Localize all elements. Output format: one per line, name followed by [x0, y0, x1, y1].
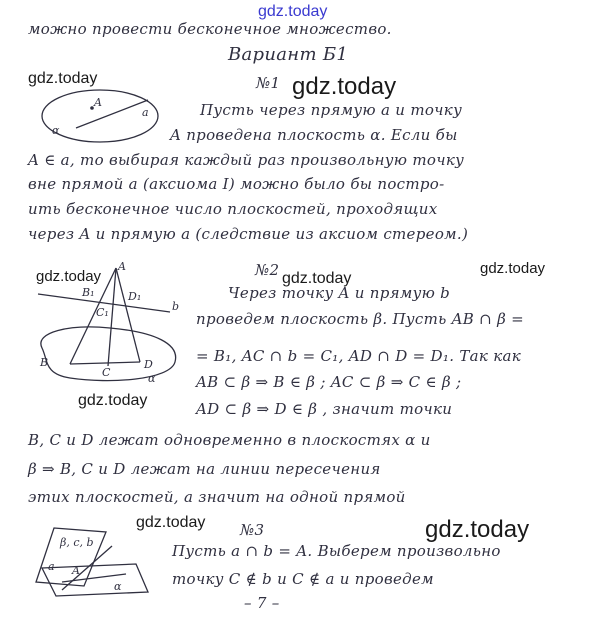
figure-2-triangle-planes [30, 262, 190, 392]
fig2-label-alpha: α [148, 372, 156, 385]
fig2-label-D: D [144, 358, 153, 371]
fig2-label-C: C [102, 366, 111, 379]
text-line: ить бесконечное число плоскостей, проходящих [28, 200, 438, 218]
fig1-label-a: a [142, 106, 149, 119]
text-line: AD ⊂ β ⇒ D ∈ β , значит точки [196, 400, 453, 418]
fig1-label-A: A [94, 96, 102, 109]
watermark: gdz.today [425, 516, 530, 543]
watermark: gdz.today [480, 260, 546, 277]
watermark: gdz.today [28, 70, 98, 87]
variant-heading: Вариант Б1 [228, 44, 349, 65]
page-number: – 7 – [244, 594, 280, 612]
watermark: gdz.today [258, 3, 328, 20]
text-line: Пусть a ∩ b = A. Выберем произвольно [172, 542, 501, 560]
text-line: можно провести бесконечное множество. [28, 20, 392, 38]
fig2-label-C1: C₁ [96, 306, 109, 319]
text-line: Пусть через прямую a и точку [200, 101, 463, 119]
text-line: проведем плоскость β. Пусть AB ∩ β = [196, 310, 524, 328]
watermark: gdz.today [78, 392, 148, 409]
watermark: gdz.today [36, 268, 102, 285]
text-line: AB ⊂ β ⇒ B ∈ β ; AC ⊂ β ⇒ C ∈ β ; [196, 373, 462, 391]
problem-number-2: №2 [255, 261, 280, 279]
text-line: β ⇒ B, C и D лежат на линии пересечения [28, 460, 381, 478]
text-line: B, C и D лежат одновременно в плоскостях α и [28, 431, 431, 449]
fig2-label-A: A [118, 260, 126, 273]
text-line: Через точку A и прямую b [228, 284, 451, 302]
text-line: через A и прямую a (следствие из аксиом стереом.) [28, 225, 469, 243]
problem-number-1: №1 [256, 74, 281, 92]
figure-3-intersecting-planes [32, 524, 152, 606]
fig2-label-D1: D₁ [128, 290, 142, 303]
fig3-label-a: a [48, 560, 55, 573]
text-line: A ∈ a, то выбирая каждый раз произвольную точку [28, 151, 465, 169]
fig3-label-alpha: α [114, 580, 122, 593]
watermark: gdz.today [292, 73, 397, 100]
text-line: точку C ∉ b и C ∉ a и проведем [172, 570, 434, 588]
figure-1-plane-line-point [38, 86, 168, 146]
fig2-label-B1: B₁ [82, 286, 95, 299]
fig3-label-beta-c-b: β, c, b [60, 536, 94, 549]
problem-number-3: №3 [240, 521, 265, 539]
fig3-label-A: A [72, 564, 80, 577]
text-line: этих плоскостей, а значит на одной прямой [28, 488, 406, 506]
watermark: gdz.today [136, 514, 206, 531]
fig2-label-b: b [172, 300, 180, 313]
fig1-label-alpha: α [52, 124, 60, 137]
text-line: вне прямой a (аксиома I) можно было бы постро- [28, 175, 445, 193]
text-line: A проведена плоскость α. Если бы [170, 126, 458, 144]
watermark: gdz.today [282, 270, 352, 287]
fig2-label-B: B [40, 356, 49, 369]
text-line: = B₁, AC ∩ b = C₁, AD ∩ D = D₁. Так как [196, 347, 521, 365]
